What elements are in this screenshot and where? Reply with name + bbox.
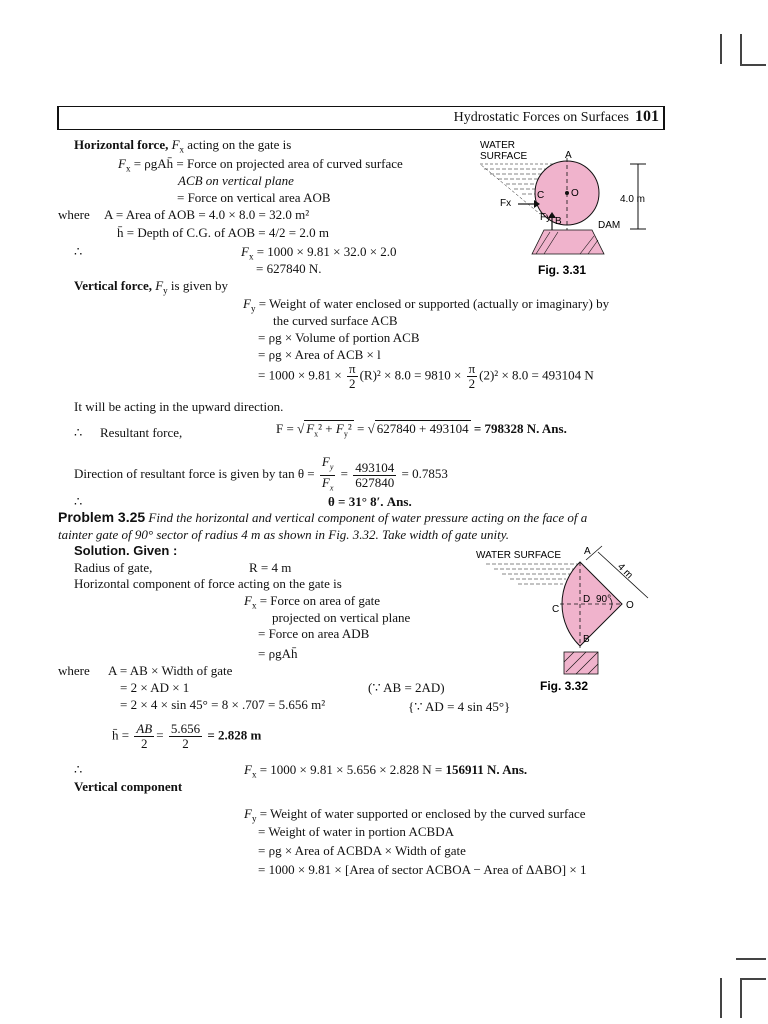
eq2-area: A = AB × Width of gate: [108, 663, 233, 678]
eq-fy-4: = ρg × Area of ACB × l: [258, 347, 381, 362]
eq-fy-5: = 1000 × 9.81 × $\frac{\pi}{2}$ (R)² × 8.0 = 9810 × $\frac{\pi}{2}$ (2)² × 8.0 = 493104 N: [258, 361, 594, 391]
upward-note: It will be acting in the upward direction.: [74, 399, 284, 414]
fig31-water-label-2: SURFACE: [480, 151, 528, 162]
eq2-area-3-note: {∵ AD = 4 sin 45°}: [408, 699, 511, 714]
crop-mark-bottom-1: [736, 958, 766, 960]
eq2-fy-2: = Weight of water in portion ACBDA: [258, 824, 454, 839]
eq2-hbar: h̄ = $\frac{AB}{2}$ = $\frac{5.656}{2}$ = 2.828 m: [112, 721, 262, 751]
horizontal-component-intro: Horizontal component of force acting on the gate is: [74, 576, 342, 591]
fig32-base: [564, 652, 598, 674]
eq-depth: h̄ = Depth of C.G. of AOB = 4/2 = 2.0 m: [117, 225, 329, 240]
fig31-label-b: B: [555, 216, 562, 227]
eq2-where-label: where: [58, 663, 90, 678]
eq-fy-1: $F_y$ = Weight of water enclosed or supported (actually or imaginary) by: [243, 296, 610, 314]
crop-mark-top-1: [720, 34, 722, 64]
therefore-3: ∴: [74, 494, 83, 509]
fig31-water-label-1: WATER: [480, 140, 515, 151]
crop-mark-bottom-2: [720, 978, 722, 1018]
eq2-fx-3: = Force on area ADB: [258, 626, 370, 641]
fig31-label-fx: Fx: [500, 198, 512, 209]
eq-fx-value: $F_x = 1000 \times 9.81 \times 32.0 \times 2.0$: [241, 244, 397, 262]
eq2-fx-1: $F_x$ = Force on area of gate: [244, 593, 381, 611]
fig32-label-radius: 4 m: [615, 561, 635, 582]
eq2-fy-3: = ρg × Area of ACBDA × Width of gate: [258, 843, 466, 858]
eq2-fx-2: projected on vertical plane: [272, 610, 411, 625]
resultant-label: Resultant force,: [100, 425, 183, 440]
fig32-label-b: B: [583, 634, 590, 645]
fig32-label-c: C: [552, 604, 560, 615]
running-header: [57, 106, 665, 130]
crop-mark-bottom-3: [740, 978, 742, 1018]
eq-fx-1: $F_x$ = ρgAh̄ = Force on projected area of curved surface: [118, 156, 403, 174]
eq2-fy-4: = 1000 × 9.81 × [Area of sector ACBOA − Area of ΔABO] × 1: [258, 862, 587, 877]
radius-label: Radius of gate,: [74, 560, 153, 575]
fig31-label-a: A: [565, 150, 572, 161]
eq-fy-2: the curved surface ACB: [273, 313, 398, 328]
fig32-label-d: D: [583, 594, 591, 605]
figure-3-31: [470, 136, 670, 286]
vertical-force-heading: Vertical force, $F_y$ is given by: [74, 278, 228, 296]
crop-mark-bottom-4: [740, 978, 766, 980]
fig32-label-a: A: [584, 546, 591, 557]
fig31-label-dam: DAM: [598, 220, 621, 231]
fig32-caption: Fig. 3.32: [540, 679, 589, 693]
figure-3-32: [470, 540, 670, 696]
crop-mark-top-2: [740, 34, 742, 64]
fig31-label-fy: Fy: [540, 212, 552, 223]
eq-fx-result: = 627840 N.: [256, 261, 322, 276]
theta-result: θ = 31° 8′. Ans.: [328, 494, 412, 509]
problem-3-25-line2: tainter gate of 90° sector of radius 4 m as shown in Fig. 3.32. Take width of gate unity.: [58, 527, 510, 542]
eq-fy-3: = ρg × Volume of portion ACB: [258, 330, 420, 345]
problem-3-25: Problem 3.25 Find the horizontal and vertical component of water pressure acting on the face of a: [58, 509, 588, 525]
header-title: Hydrostatic Forces on Surfaces: [453, 110, 629, 125]
fig31-label-c: C: [537, 190, 545, 201]
fig31-label-o: O: [571, 188, 579, 199]
eq2-fx-4: = ρgAh̄: [258, 646, 298, 661]
therefore-2: ∴: [74, 425, 83, 440]
fig31-caption: Fig. 3.31: [538, 263, 587, 277]
fig31-dam: [532, 230, 604, 254]
eq2-fy-1: $F_y$ = Weight of water supported or enclosed by the curved surface: [244, 806, 586, 824]
page-number: 101: [635, 108, 659, 125]
fig32-water-label: WATER SURFACE: [476, 550, 562, 561]
therefore-1: ∴: [74, 244, 83, 259]
resultant-eq: F = √ $F_x^2 + F_y^2$ = √ 627840 + 493104 = 798328 N. Ans.: [276, 421, 567, 439]
solution-heading: Solution. Given :: [74, 543, 178, 558]
eq-area: A = Area of AOB = 4.0 × 8.0 = 32.0 m²: [104, 207, 310, 222]
eq-where-label: where: [58, 207, 90, 222]
crop-mark-top-3: [740, 64, 766, 66]
fig31-dimension: 4.0 m: [620, 194, 646, 205]
fig32-label-o: O: [626, 600, 634, 611]
vertical-component-heading: Vertical component: [74, 779, 183, 794]
fig32-label-angle: 90°: [596, 594, 612, 605]
direction-eq: Direction of resultant force is given by tan θ = $\frac{F_y}{F_x}$ = $\frac{493104}{627840}$ = 0.7853: [74, 454, 448, 493]
radius-value: R = 4 m: [249, 560, 292, 575]
eq-fx-2: ACB on vertical plane: [178, 173, 294, 188]
eq-fx-3: = Force on vertical area AOB: [177, 190, 331, 205]
eq2-area-2: = 2 × AD × 1: [120, 680, 190, 695]
eq2-area-2-note: (∵ AB = 2AD): [368, 680, 445, 695]
eq2-area-3: = 2 × 4 × sin 45° = 8 × .707 = 5.656 m²: [120, 697, 326, 712]
horizontal-force-heading: Horizontal force, $F_x$ acting on the gate is: [74, 137, 292, 155]
therefore-4: ∴: [74, 762, 83, 777]
eq2-fx-result: $F_x = 1000 \times 9.81 \times 5.656 \times 2.828$ N = 156911 N. Ans.: [244, 762, 528, 780]
